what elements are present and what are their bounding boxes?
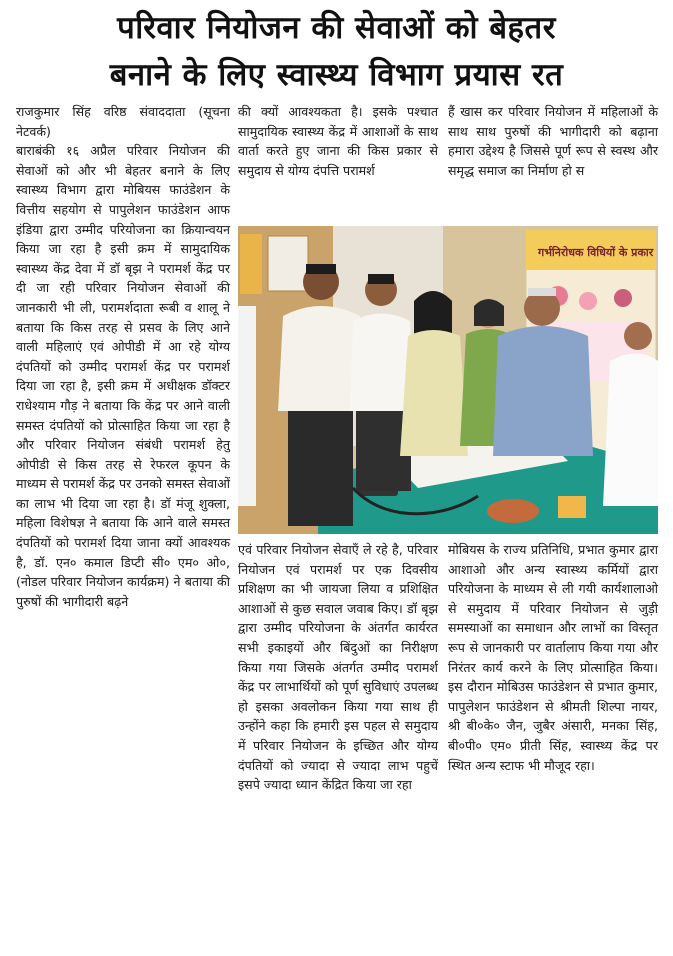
news-photo (238, 226, 658, 534)
article-column-3-top (448, 102, 658, 220)
headline-line-1: परिवार नियोजन की सेवाओं को बेहतर (117, 10, 556, 46)
article-text-col2-top: की क्यों आवश्यकता है। इसके पश्चात सामुदायिक स्वास्थ्य केंद्र में आशाओं के साथ वार्ता करते हुए जाना की किस प्रकार से समुदाय से योग्य दंपत्ति परामर्श (238, 104, 438, 178)
byline: राजकुमार सिंह वरिष्ठ संवाददाता (सूचना नेटवर्क) (16, 104, 230, 139)
headline (0, 0, 673, 100)
article-text-col3-top: हैं खास कर परिवार नियोजन में महिलाओं के साथ साथ पुरुषों की भागीदारी को बढ़ाना हमारा उद्देश्य है जिससे पूर्ण रूप से स्वस्थ और समृद्ध समाज का निर्माण हो स (448, 104, 658, 178)
headline-line-2: बनाने के लिए स्वास्थ्य विभाग प्रयास रत (109, 57, 564, 93)
article-column-3-bottom (448, 540, 658, 940)
article-text-col3-bottom: मोबियस के राज्य प्रतिनिधि, प्रभात कुमार द्वारा आशाओ और अन्य स्वास्थ्य कर्मियों द्वारा परियोजना के माध्यम से ली गयी कार्यशालाओ से समुदाय में परिवार नियोजन से जुड़ी समस्याओं का समाधान और लाभों का विस्तृत रूप से जानकारी पर वार्तालाप किया गया और निरंतर कार्य करने के लिए प्रोत्साहित किया। इस दौरान मोबिउस फाउंडेशन से प्रभात कुमार, पापुलेशन फाउंडेशन से श्रीमती शिल्पा नायर, श्री बी०के० जैन, जुबैर अंसारी, मनका सिंह, बी०पी० एम० प्रीती सिंह, स्वास्थ्य केंद्र पर स्थित अन्य स्टाफ भी मौजूद रहा। (448, 542, 658, 773)
poster-title: गर्भनिरोधक विधियों के प्रकार (538, 246, 654, 259)
photo-illustration (238, 226, 658, 534)
article-text-col1: बाराबंकी १६ अप्रैल परिवार नियोजन की सेवाओं को और भी बेहतर बनाने के लिए स्वास्थ्य विभाग द्वारा मोबियस फाउंडेशन के वित्तीय सहयोग से पापुलेशन फाउंडेशन आफ इंडिया द्वारा उम्मीद परियोजना का क्रियान्वयन किया जा रहा है इसी क्रम में सामुदायिक स्वास्थ्य केंद्र देवा में डॉ बृझ ने परामर्श केंद्र पर दी जा रही परिवार नियोजन सेवाओं की जानकारी भी ली, परामर्शदाता रूबी व शालू ने बताया कि किस तरह से प्रसव के लिए आने वाली महिलाएं एवं ओपीडी में आ रहे योग्य दंपतियों को उम्मीद परामर्श केंद्र पर परामर्श दिया जा रहा है, इसी क्रम में अधीक्षक डॉक्टर राधेश्याम गौड़ ने बताया कि केंद्र पर आने वाली समस्त दंपतियों को प्रोत्साहित किया जा रहा है और परिवार नियोजन संबंधी परामर्श हेतु ओपीडी से किस तरह से रेफरल कूपन के माध्यम से परामर्श केंद्र पर उनको समस्त सेवाओं का लाभ भी दिया जा रहा है। डॉ मंजू शुक्ला, महिला विशेषज्ञ ने बताया कि आने वाले समस्त दंपतियों को परामर्श दिया जाना क्यों आवश्यक है, डॉ. एन० कमाल डिप्टी सी० एम० ओ०, (नोडल परिवार नियोजन कार्यक्रम) ने बताया की पुरुषों की भागीदारी बढ़ने (16, 143, 230, 609)
article-column-1 (16, 102, 230, 942)
article-text-col2-bottom: एवं परिवार नियोजन सेवाएँ ले रहे है, परिवार नियोजन एवं परामर्श पर एक दिवसीय प्रशिक्षण का भी जायजा लिया व प्रशिक्षित आशाओं से कुछ सवाल जवाब किए। डॉ बृझ द्वारा उम्मीद परियोजना के अंतर्गत कार्यरत सभी इकाइयों और बिंदुओं का निरीक्षण किया गया जिसके अंतर्गत उम्मीद परामर्श केंद्र पर लाभार्थियों को पूर्ण सुविधाएं उपलब्ध हो इसका अवलोकन किया गया साथ ही उन्होंने कहा कि हमारी इस पहल से समुदाय में परिवार नियोजन के इच्छित और योग्य दंपतियों को ज्यादा से ज्यादा लाभ पहुचें इसपे ज्यादा ध्यान केंद्रित किया जा रहा (238, 542, 438, 793)
article-column-2-bottom (238, 540, 438, 940)
article-column-2-top (238, 102, 438, 220)
